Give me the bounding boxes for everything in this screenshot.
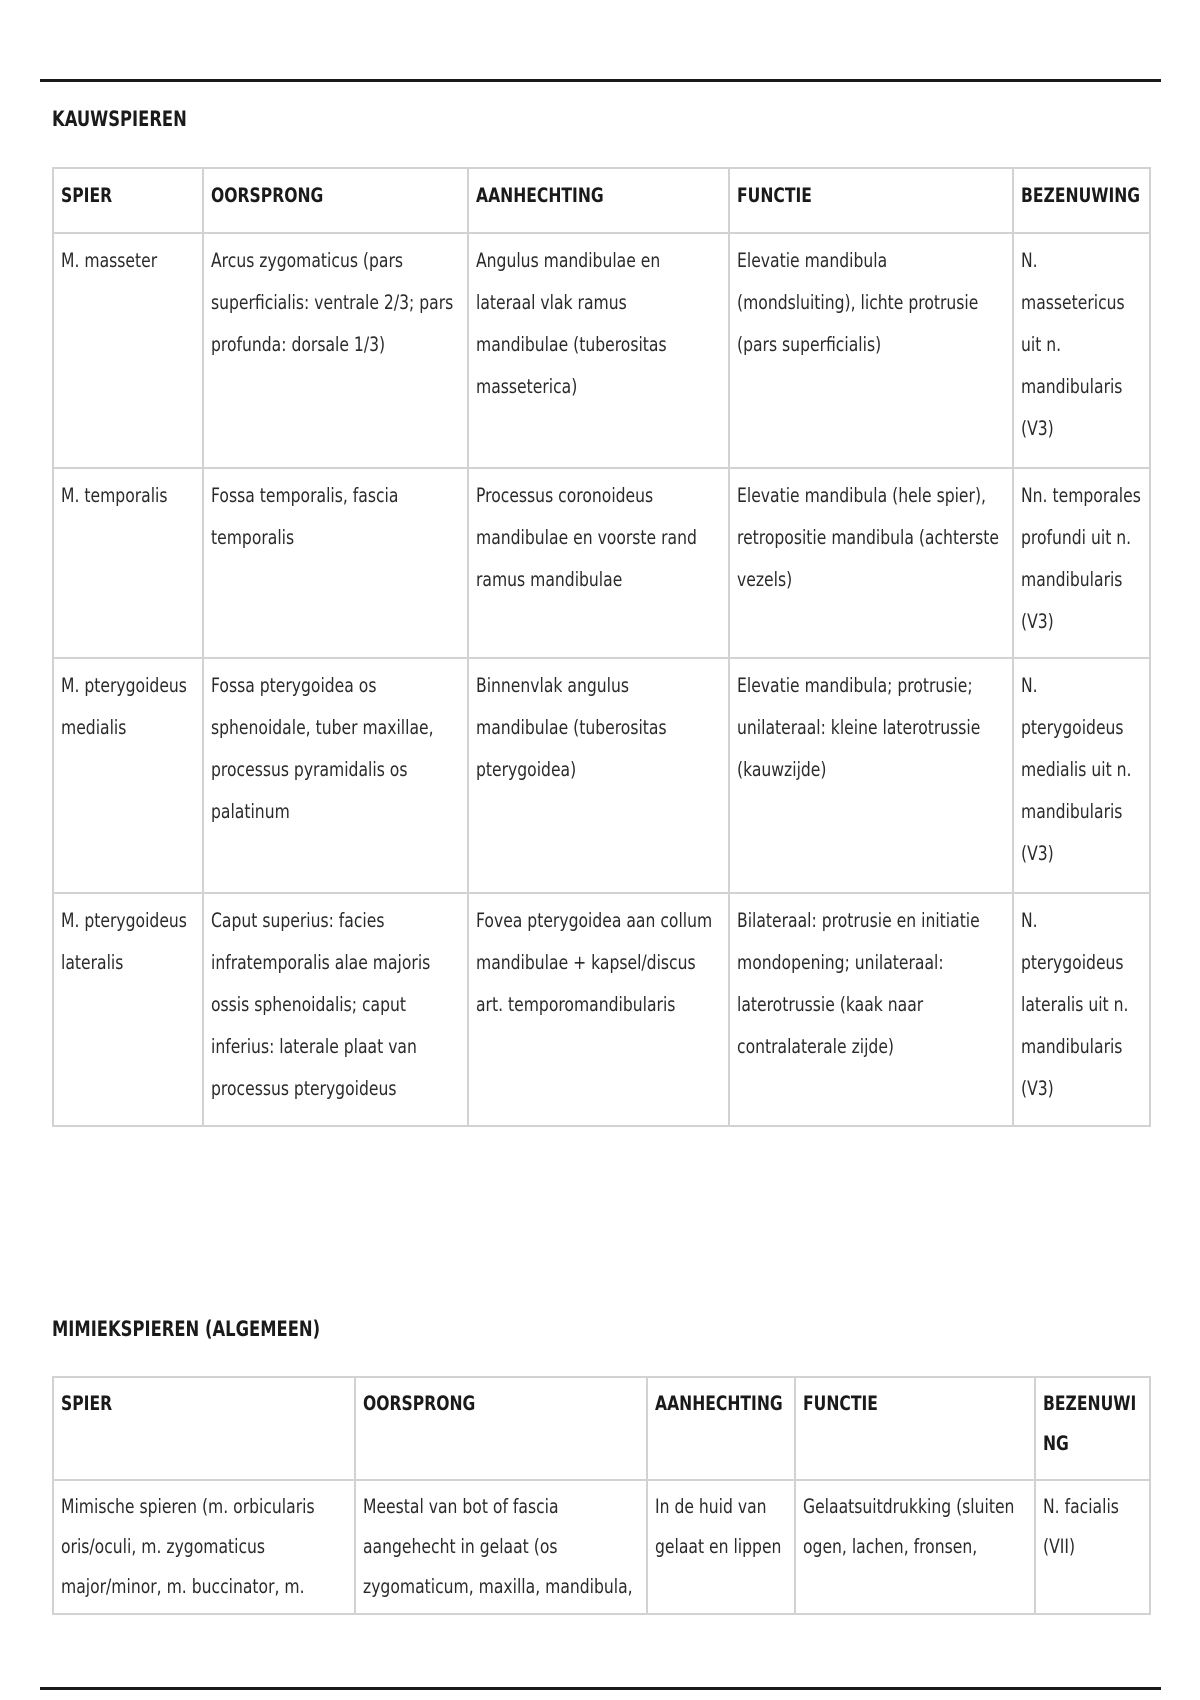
cell-aanhechting: Fovea pterygoidea aan collum mandibulae + kapsel/discus art. temporomandibularis	[468, 893, 729, 1126]
table-header-row	[53, 1377, 1150, 1480]
cell-oorsprong: Caput superius: facies infratemporalis alae majoris ossis sphenoidalis; caput inferius: laterale plaat van processus pterygoideus	[203, 893, 468, 1126]
top-rule	[40, 79, 1161, 82]
cell-aanhechting: Angulus mandibulae en lateraal vlak ramus mandibulae (tuberositas masseterica)	[468, 233, 729, 468]
bottom-rule	[40, 1687, 1161, 1690]
column-header: SPIER	[53, 168, 203, 233]
cell-functie: Elevatie mandibula (hele spier), retropositie mandibula (achterste vezels)	[729, 468, 1013, 658]
cell-aanhechting: In de huid van gelaat en lippen	[647, 1480, 795, 1614]
cell-aanhechting: Binnenvlak angulus mandibulae (tuberositas pterygoidea)	[468, 658, 729, 893]
table-row	[53, 658, 1150, 893]
cell-spier: M. masseter	[53, 233, 203, 468]
cell-spier: M. pterygoideus lateralis	[53, 893, 203, 1126]
column-header: AANHECHTING	[468, 168, 729, 233]
column-header: SPIER	[53, 1377, 355, 1480]
table-row	[53, 233, 1150, 468]
cell-functie: Elevatie mandibula (mondsluiting), lichte protrusie (pars superficialis)	[729, 233, 1013, 468]
cell-bezenuwing: N. massetericus uit n. mandibularis (V3)	[1013, 233, 1150, 468]
cell-bezenuwing: N. pterygoideus lateralis uit n. mandibularis (V3)	[1013, 893, 1150, 1126]
kauwspieren-table	[52, 167, 1151, 1127]
section-title-mimiekspieren: MIMIEKSPIEREN (ALGEMEEN)	[52, 1317, 321, 1341]
section-title-kauwspieren: KAUWSPIEREN	[52, 107, 187, 131]
cell-oorsprong: Meestal van bot of fascia aangehecht in gelaat (os zygomaticum, maxilla, mandibula,	[355, 1480, 647, 1614]
column-header: OORSPRONG	[203, 168, 468, 233]
cell-functie: Gelaatsuitdrukking (sluiten ogen, lachen, fronsen,	[795, 1480, 1035, 1614]
cell-spier: Mimische spieren (m. orbicularis oris/oculi, m. zygomaticus major/minor, m. buccinator, m.	[53, 1480, 355, 1614]
cell-oorsprong: Fossa temporalis, fascia temporalis	[203, 468, 468, 658]
cell-bezenuwing: N. facialis (VII)	[1035, 1480, 1150, 1614]
table-row	[53, 893, 1150, 1126]
cell-functie: Bilateraal: protrusie en initiatie mondopening; unilateraal: laterotrussie (kaak naar contralaterale zijde)	[729, 893, 1013, 1126]
mimiekspieren-table	[52, 1376, 1151, 1615]
table-header-row	[53, 168, 1150, 233]
cell-bezenuwing: Nn. temporales profundi uit n. mandibularis (V3)	[1013, 468, 1150, 658]
column-header: FUNCTIE	[795, 1377, 1035, 1480]
cell-functie: Elevatie mandibula; protrusie; unilateraal: kleine laterotrussie (kauwzijde)	[729, 658, 1013, 893]
column-header: BEZENUWING	[1035, 1377, 1150, 1480]
cell-bezenuwing: N. pterygoideus medialis uit n. mandibularis (V3)	[1013, 658, 1150, 893]
cell-spier: M. temporalis	[53, 468, 203, 658]
column-header: AANHECHTING	[647, 1377, 795, 1480]
column-header: BEZENUWING	[1013, 168, 1150, 233]
cell-spier: M. pterygoideus medialis	[53, 658, 203, 893]
cell-oorsprong: Fossa pterygoidea os sphenoidale, tuber maxillae, processus pyramidalis os palatinum	[203, 658, 468, 893]
table-row	[53, 1480, 1150, 1614]
table-row	[53, 468, 1150, 658]
column-header: FUNCTIE	[729, 168, 1013, 233]
cell-aanhechting: Processus coronoideus mandibulae en voorste rand ramus mandibulae	[468, 468, 729, 658]
cell-oorsprong: Arcus zygomaticus (pars superficialis: ventrale 2/3; pars profunda: dorsale 1/3)	[203, 233, 468, 468]
column-header: OORSPRONG	[355, 1377, 647, 1480]
